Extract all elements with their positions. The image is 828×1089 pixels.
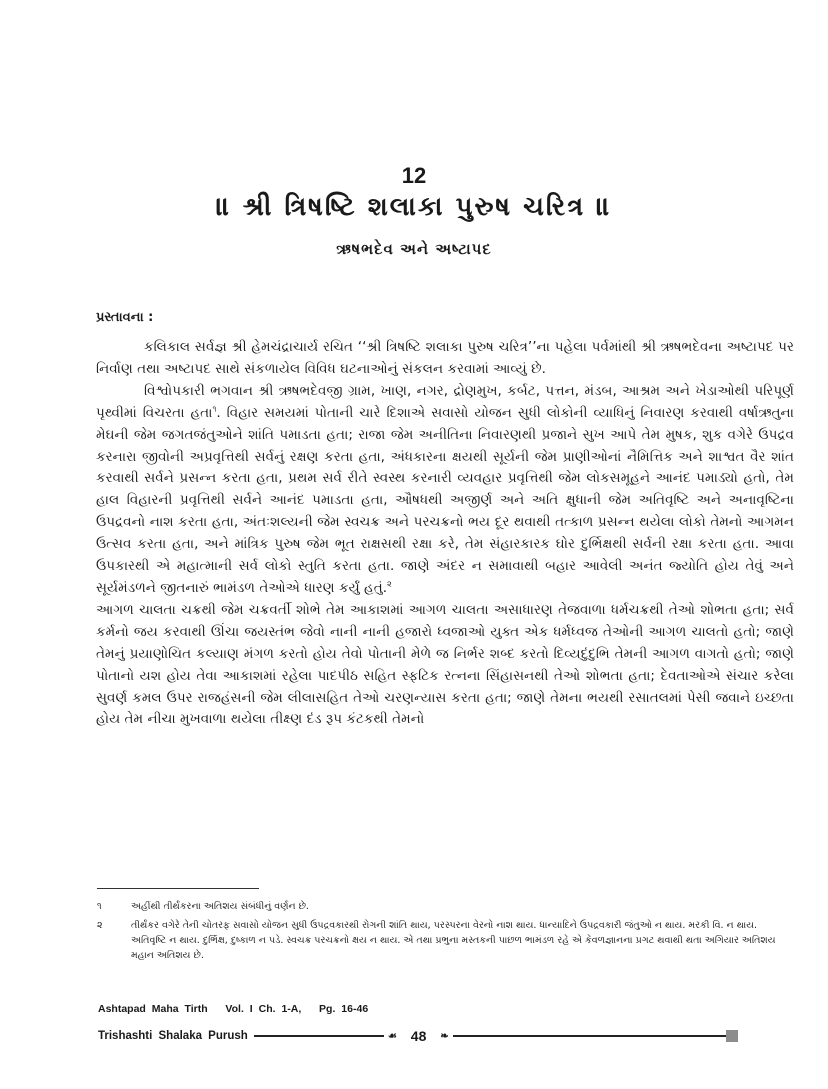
footnote-text: તીર્થંકર વગેરે તેની ચોતરફ સવાસો યોજન સુધી ઉપદ્રવકારથી રોગની શાંતિ થાય, પરસ્પરના વેરનો નાશ થાય. ધાન્યાદિને ઉપદ્રવકારી જંતુઓ ન થાય. મરકી વિ. ન થાય. અતિવૃષ્ટિ ન થાય. દુર્ભિક્ષ, દુષ્કાળ ન પડે. સ્વચક્ર પરચક્રનો ક્ષય ન થાય. એ તથા પ્રભુના મસ્તકની પાછળ ભામંડળ રહે એ કેવળજ્ઞાનના પ્રગટ થવાથી થતા અગિયાર અતિશય મહાન અતિશય છે. bbox=[131, 920, 776, 961]
paragraph-text: કલિકાલ સર્વજ્ઞ શ્રી હેમચંદ્રાચાર્ય રચિત ‘‘શ્રી ત્રિષષ્ટિ શલાકા પુરુષ ચરિત્ર’’ના પહેલા પર્વમાંથી શ્રી ઋષભદેવના અષ્ટાપદ પર નિર્વાણ તથા અષ્ટાપદ સાથે સંકળાયેલ વિવિધ ઘટનાઓનું સંકલન કરવામાં આવ્યું છે. bbox=[96, 339, 794, 377]
paragraph bbox=[96, 381, 794, 600]
section-heading: પ્રસ્તાવના : bbox=[96, 310, 154, 325]
body-text bbox=[96, 337, 794, 731]
running-title: Trishashti Shalaka Purush bbox=[98, 1030, 248, 1042]
chapter-number: 12 bbox=[401, 163, 427, 188]
page-number: 48 bbox=[410, 1028, 427, 1044]
footnote-divider bbox=[97, 888, 259, 889]
footnote bbox=[97, 918, 794, 963]
paragraph-text: વિશ્વોપકારી ભગવાન શ્રી ઋષભદેવજી ગ્રામ, ખાણ, નગર, દ્રોણમુખ, કર્બટ, પત્તન, મંડબ, આશ્રમ અને ખેડાઓથી પરિપૂર્ણ પૃથ્વીમાં વિચરતા હતા bbox=[96, 382, 794, 421]
footnote-ref-1[interactable]: ૧ bbox=[212, 404, 217, 414]
paragraph-text: . વિહાર સમયમાં પોતાની ચારે દિશાએ સવાસો યોજન સુધી લોકોની વ્યાધિનું નિવારણ કરવાથી વર્ષાઋતુના મેઘની જેમ જગતજંતુઓને શાંતિ પમાડતા હતા; રાજા જેમ અનીતિના નિવારણથી પ્રજાને સુખ આપે તેમ મુષક, શુક વગેરે ઉપદ્રવ કરનારા જીવોની અપ્રવૃત્તિથી સર્વનું રક્ષણ કરતા હતા, અંધકારના ક્ષયથી સૂર્યની જેમ પ્રાણીઓનાં નૈમિત્તિક અને શાશ્વત વૈર શાંત કરવાથી સર્વને પ્રસન્ન કરતા હતા, પ્રથમ સર્વ રીતે સ્વસ્થ કરનારી વ્યવહાર પ્રવૃત્તિથી જેમ લોકસમૂહને આનંદ પમાડ્યો હતો, તેમ હાલ વિહારની પ્રવૃત્તિથી સર્વને આનંદ પમાડતા હતા, ઔષધથી અજીર્ણ અને અતિ ક્ષુધાની જેમ અતિવૃષ્ટિ અને અનાવૃષ્ટિના ઉપદ્રવનો નાશ કરતા હતા, અંતઃશલ્યની જેમ સ્વચક્ર અને પરચક્રનો ભય દૂર થવાથી તત્કાળ પ્રસન્ન થયેલા લોકો તેમનો આગમન ઉત્સવ કરતા હતા, અને માંત્રિક પુરુષ જેમ ભૂત રાક્ષસથી રક્ષા કરે, તેમ સંહારકારક ઘોર દુર્ભિક્ષથી સર્વની રક્ષા કરતા હતા. આવા ઉપકારથી એ મહાત્માની સર્વ લોકો સ્તુતિ કરતા હતા. જાણે અંદર ન સમાવાથી બહાર આવેલી અનંત જ્યોતિ હોય તેવું અને સૂર્યમંડળને જીતનારું ભામંડળ તેઓએ ધારણ કર્યું હતું. bbox=[96, 404, 794, 596]
footnote-number: ૧ bbox=[97, 901, 102, 912]
page-footer bbox=[98, 1026, 738, 1046]
footnotes bbox=[97, 899, 794, 967]
footnote-number: ૨ bbox=[97, 920, 103, 931]
page-subtitle: ઋષભદેવ અને અષ્ટાપદ bbox=[336, 240, 492, 258]
paragraph bbox=[96, 600, 794, 731]
ornament-left-icon: ☙ bbox=[387, 1030, 397, 1042]
footnote-ref-2[interactable]: ૨ bbox=[387, 579, 392, 589]
footer-square-icon bbox=[726, 1030, 738, 1042]
ornament-right-icon: ❧ bbox=[440, 1030, 449, 1042]
footnote bbox=[97, 899, 794, 914]
paragraph-text: આગળ ચાલતા ચક્રથી જેમ ચક્રવર્તી શોભે તેમ આકાશમાં આગળ ચાલતા અસાધારણ તેજવાળા ધર્મચક્રથી તેઓ શોભતા હતા; સર્વ કર્મનો જય કરવાથી ઊંચા જયસ્તંભ જેવો નાની નાની હજારો ધ્વજાઓ યુક્ત એક ધર્મધ્વજ તેઓની આગળ ચાલતો હતો; જાણે તેમનું પ્રયાણોચિત કલ્યાણ મંગળ કરતો હોય તેવો પોતાની મેળે જ નિર્ભર શબ્દ કરતો દિવ્યદુંદુભિ તેમની આગળ વાગતો હતો; જાણે પોતાનો યશ હોય તેવા આકાશમાં રહેલા પાદપીઠ સહિત સ્ફટિક રત્નના સિંહાસનથી તેઓ શોભતા હતા; દેવતાઓએ સંચાર કરેલા સુવર્ણ કમલ ઉપર રાજહંસની જેમ લીલાસહિત તેઓ ચરણન્યાસ કરતા હતા; જાણે તેમના ભયથી રસાતલમાં પેસી જવાને ઇચ્છતા હોય તેમ નીચા મુખવાળા થયેલા તીક્ષ્ણ દંડ રૂપ કંટકથી તેમનો bbox=[96, 601, 794, 728]
footnote-text: અહીંથી તીર્થંકરના અતિશય સંબંધીનું વર્ણન છે. bbox=[131, 901, 309, 912]
paragraph bbox=[96, 337, 794, 381]
page-title: ॥ શ્રી ત્રિષષ્ટિ શલાકા પુરુષ ચરિત્ર ॥ bbox=[215, 192, 612, 222]
footer-rule-right bbox=[453, 1035, 726, 1037]
footer-rule-left bbox=[254, 1035, 384, 1037]
source-citation: Ashtapad Maha Tirth Vol. I Ch. 1-A, Pg. 16-46 bbox=[98, 1003, 369, 1015]
